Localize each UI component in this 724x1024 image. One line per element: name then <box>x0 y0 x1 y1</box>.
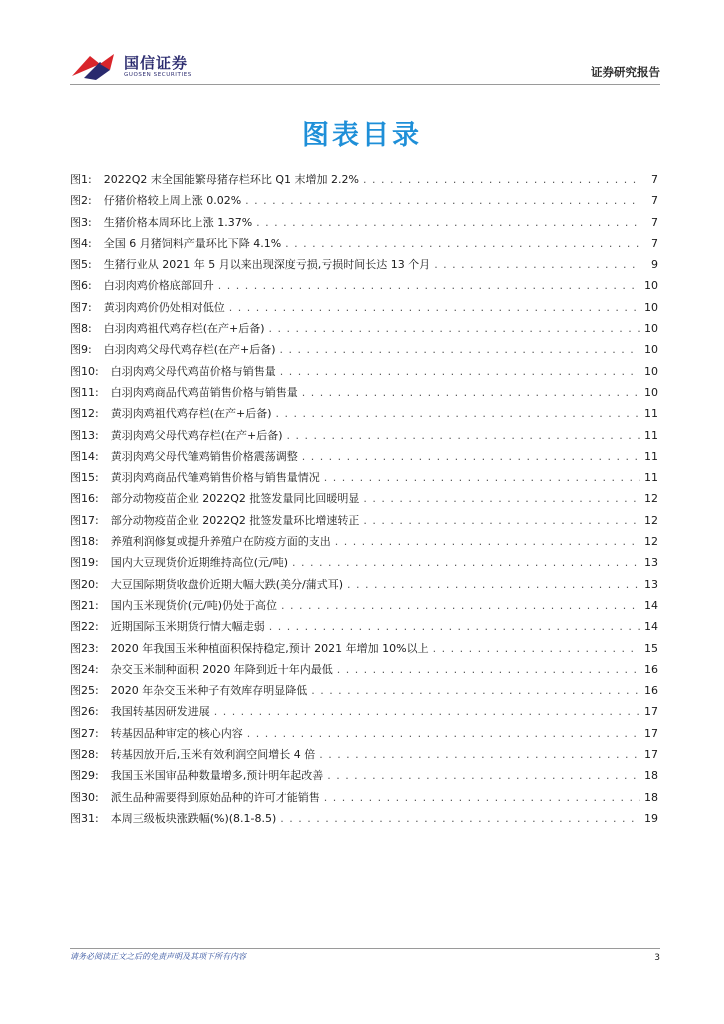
footer-divider <box>70 948 660 949</box>
toc-entry-title: 国内玉米现货价(元/吨)仍处于高位 <box>110 598 277 612</box>
toc-entry-title: 我国转基因研发进展 <box>110 705 210 719</box>
toc-entry[interactable] <box>70 256 658 277</box>
document-type-label: 证券研究报告 <box>591 65 660 79</box>
toc-entry[interactable] <box>70 725 658 746</box>
toc-entry-page: 14 <box>644 598 658 612</box>
page-number: 3 <box>654 953 660 963</box>
toc-entry-title: 本周三级板块涨跌幅(%)(8.1-8.5) <box>110 811 277 825</box>
toc-entry-title: 杂交玉米制种面积 2020 年降到近十年内最低 <box>110 662 333 676</box>
toc-dot-leader <box>276 407 640 420</box>
toc-entry-page: 13 <box>644 577 658 591</box>
toc-entry-title: 我国玉米国审品种数量增多,预计明年起改善 <box>110 769 324 783</box>
toc-entry-page: 9 <box>651 258 658 272</box>
toc-entry-title: 生猪价格本周环比上涨 1.37% <box>103 215 253 229</box>
toc-entry-number: 图13: <box>70 428 99 442</box>
toc-entry-number: 图12: <box>70 407 99 421</box>
toc-dot-leader <box>363 514 640 527</box>
toc-entry[interactable] <box>70 320 658 341</box>
toc-entry[interactable] <box>70 703 658 724</box>
toc-entry[interactable] <box>70 767 658 788</box>
toc-entry-page: 11 <box>644 449 658 463</box>
toc-entry-title: 近期国际玉米期货行情大幅走弱 <box>110 620 265 634</box>
toc-entry-number: 图29: <box>70 769 99 783</box>
toc-entry-number: 图24: <box>70 662 99 676</box>
toc-entry-title: 白羽肉鸡祖代鸡存栏(在产+后备) <box>103 322 265 336</box>
toc-entry[interactable] <box>70 469 658 490</box>
toc-entry[interactable] <box>70 427 658 448</box>
toc-entry-page: 18 <box>644 790 658 804</box>
toc-entry[interactable] <box>70 214 658 235</box>
toc-entry-number: 图26: <box>70 705 99 719</box>
toc-entry[interactable] <box>70 448 658 469</box>
toc-entry-number: 图30: <box>70 790 99 804</box>
toc-entry-number: 图25: <box>70 684 99 698</box>
toc-entry-page: 7 <box>651 215 658 229</box>
toc-entry-page: 16 <box>644 662 658 676</box>
logo-chinese-name: 国信证券 <box>124 54 189 72</box>
toc-entry-number: 图15: <box>70 471 99 485</box>
toc-entry-number: 图16: <box>70 492 99 506</box>
toc-entry[interactable] <box>70 618 658 639</box>
toc-entry-page: 17 <box>644 748 658 762</box>
toc-entry-number: 图31: <box>70 811 99 825</box>
toc-entry-page: 7 <box>651 194 658 208</box>
toc-dot-leader <box>229 301 640 314</box>
toc-entry-title: 2022Q2 末全国能繁母猪存栏环比 Q1 末增加 2.2% <box>103 173 359 186</box>
toc-entry-title: 2020 年我国玉米种植面积保持稳定,预计 2021 年增加 10%以上 <box>110 641 429 655</box>
toc-entry-page: 10 <box>644 343 658 357</box>
toc-entry-page: 10 <box>644 364 658 378</box>
page-header <box>70 48 660 84</box>
toc-entry-number: 图1: <box>70 173 92 186</box>
toc-entry-page: 12 <box>644 513 658 527</box>
toc-dot-leader <box>324 791 640 804</box>
toc-dot-leader <box>281 599 640 612</box>
toc-entry-page: 10 <box>644 300 658 314</box>
toc-dot-leader <box>247 727 640 740</box>
toc-entry-number: 图28: <box>70 748 99 762</box>
toc-entry-number: 图9: <box>70 343 92 357</box>
toc-dot-leader <box>292 556 640 569</box>
toc-entry[interactable] <box>70 171 658 192</box>
toc-entry-page: 12 <box>644 492 658 506</box>
toc-entry-page: 14 <box>644 620 658 634</box>
toc-dot-leader <box>280 812 640 825</box>
toc-entry-number: 图17: <box>70 513 99 527</box>
toc-entry-title: 黄羽肉鸡父母代鸡存栏(在产+后备) <box>110 428 283 442</box>
toc-dot-leader <box>214 705 640 718</box>
toc-entry-page: 17 <box>644 705 658 719</box>
toc-entry-page: 12 <box>644 535 658 549</box>
toc-dot-leader <box>302 386 640 399</box>
toc-entry-title: 部分动物疫苗企业 2022Q2 批签发量同比回暖明显 <box>110 492 360 506</box>
toc-entry-title: 大豆国际期货收盘价近期大幅大跌(美分/蒲式耳) <box>110 577 343 591</box>
toc-entry[interactable] <box>70 192 658 213</box>
toc-entry-page: 11 <box>644 428 658 442</box>
toc-entry-title: 白羽肉鸡父母代鸡存栏(在产+后备) <box>103 343 276 357</box>
toc-entry-page: 11 <box>644 471 658 485</box>
footer-disclaimer: 请务必阅读正文之后的免责声明及其项下所有内容 <box>70 952 246 961</box>
toc-dot-leader <box>287 429 640 442</box>
toc-entry-page: 16 <box>644 684 658 698</box>
toc-entry-page: 17 <box>644 726 658 740</box>
toc-entry-page: 10 <box>644 279 658 293</box>
toc-entry[interactable] <box>70 490 658 511</box>
toc-dot-leader <box>302 450 640 463</box>
toc-entry[interactable] <box>70 640 658 661</box>
toc-entry-title: 转基因放开后,玉米有效利润空间增长 4 倍 <box>110 748 316 762</box>
toc-entry-number: 图3: <box>70 215 92 229</box>
toc-dot-leader <box>256 216 640 229</box>
toc-dot-leader <box>245 194 640 207</box>
toc-dot-leader <box>433 642 640 655</box>
toc-entry-number: 图21: <box>70 598 99 612</box>
logo-english-name: GUOSEN SECURITIES <box>124 72 192 78</box>
toc-entry-title: 仔猪价格较上周上涨 0.02% <box>103 194 242 208</box>
toc-entry-number: 图20: <box>70 577 99 591</box>
toc-entry-title: 黄羽肉鸡父母代雏鸡销售价格震荡调整 <box>110 449 298 463</box>
toc-entry-number: 图27: <box>70 726 99 740</box>
toc-entry-number: 图2: <box>70 194 92 208</box>
toc-entry[interactable] <box>70 661 658 682</box>
toc-entry-page: 10 <box>644 322 658 336</box>
toc-entry[interactable] <box>70 746 658 767</box>
toc-entry-number: 图7: <box>70 300 92 314</box>
toc-entry-number: 图18: <box>70 535 99 549</box>
toc-entry[interactable] <box>70 682 658 703</box>
toc-entry-page: 10 <box>644 385 658 399</box>
toc-entry[interactable] <box>70 554 658 575</box>
toc-entry[interactable] <box>70 810 658 831</box>
toc-entry[interactable] <box>70 405 658 426</box>
toc-entry-page: 7 <box>651 173 658 186</box>
toc-entry-title: 黄羽肉鸡祖代鸡存栏(在产+后备) <box>110 407 272 421</box>
header-divider <box>70 84 660 85</box>
toc-entry-title: 派生品种需要得到原始品种的许可才能销售 <box>110 790 320 804</box>
toc-entry[interactable] <box>70 512 658 533</box>
toc-dot-leader <box>337 663 640 676</box>
toc-dot-leader <box>285 237 640 250</box>
toc-entry-title: 全国 6 月猪饲料产量环比下降 4.1% <box>103 236 282 250</box>
toc-dot-leader <box>335 535 640 548</box>
toc-entry-title: 白羽肉鸡价格底部回升 <box>103 279 214 293</box>
toc-dot-leader <box>218 279 640 292</box>
toc-entry-page: 18 <box>644 769 658 783</box>
toc-entry-title: 黄羽肉鸡商品代雏鸡销售价格与销售量情况 <box>110 471 320 485</box>
toc-dot-leader <box>280 343 640 356</box>
table-of-figures <box>70 171 658 831</box>
toc-entry-title: 生猪行业从 2021 年 5 月以来出现深度亏损,亏损时间长达 13 个月 <box>103 258 431 272</box>
toc-entry-number: 图11: <box>70 385 99 399</box>
toc-dot-leader <box>311 684 640 697</box>
toc-entry-title: 部分动物疫苗企业 2022Q2 批签发量环比增速转正 <box>110 513 360 527</box>
toc-entry[interactable] <box>70 341 658 362</box>
toc-entry-page: 7 <box>651 236 658 250</box>
toc-entry-number: 图5: <box>70 258 92 272</box>
toc-dot-leader <box>327 769 640 782</box>
toc-entry-number: 图10: <box>70 364 99 378</box>
guosen-logo-mark-icon <box>70 50 120 82</box>
toc-entry-number: 图14: <box>70 449 99 463</box>
toc-dot-leader <box>434 258 640 271</box>
toc-dot-leader <box>269 322 640 335</box>
toc-dot-leader <box>347 578 640 591</box>
toc-entry[interactable] <box>70 299 658 320</box>
toc-entry-number: 图23: <box>70 641 99 655</box>
guosen-logo <box>70 48 200 84</box>
toc-entry-page: 11 <box>644 407 658 421</box>
toc-entry-title: 养殖利润修复或提升养殖户在防疫方面的支出 <box>110 535 331 549</box>
toc-entry-title: 国内大豆现货价近期维持高位(元/吨) <box>110 556 288 570</box>
toc-dot-leader <box>319 748 640 761</box>
toc-entry-title: 黄羽肉鸡价仍处相对低位 <box>103 300 225 314</box>
toc-entry[interactable] <box>70 277 658 298</box>
toc-entry[interactable] <box>70 533 658 554</box>
toc-entry-page: 13 <box>644 556 658 570</box>
toc-entry[interactable] <box>70 789 658 810</box>
toc-dot-leader <box>280 365 640 378</box>
toc-dot-leader <box>324 471 640 484</box>
toc-entry-number: 图6: <box>70 279 92 293</box>
toc-dot-leader <box>363 492 640 505</box>
toc-entry-number: 图22: <box>70 620 99 634</box>
toc-entry[interactable] <box>70 363 658 384</box>
toc-entry[interactable] <box>70 576 658 597</box>
toc-dot-leader <box>363 173 640 186</box>
toc-entry-number: 图19: <box>70 556 99 570</box>
toc-entry-title: 白羽肉鸡商品代鸡苗销售价格与销售量 <box>110 385 298 399</box>
toc-entry-number: 图8: <box>70 322 92 336</box>
toc-entry[interactable] <box>70 384 658 405</box>
toc-entry-title: 2020 年杂交玉米种子有效库存明显降低 <box>110 684 308 698</box>
toc-entry[interactable] <box>70 597 658 618</box>
toc-dot-leader <box>269 620 640 633</box>
toc-entry-page: 19 <box>644 811 658 825</box>
toc-entry[interactable] <box>70 235 658 256</box>
toc-entry-page: 15 <box>644 641 658 655</box>
toc-title: 图表目录 <box>302 120 422 151</box>
toc-entry-title: 转基因品种审定的核心内容 <box>110 726 243 740</box>
toc-entry-title: 白羽肉鸡父母代鸡苗价格与销售量 <box>110 364 276 378</box>
toc-entry-number: 图4: <box>70 236 92 250</box>
